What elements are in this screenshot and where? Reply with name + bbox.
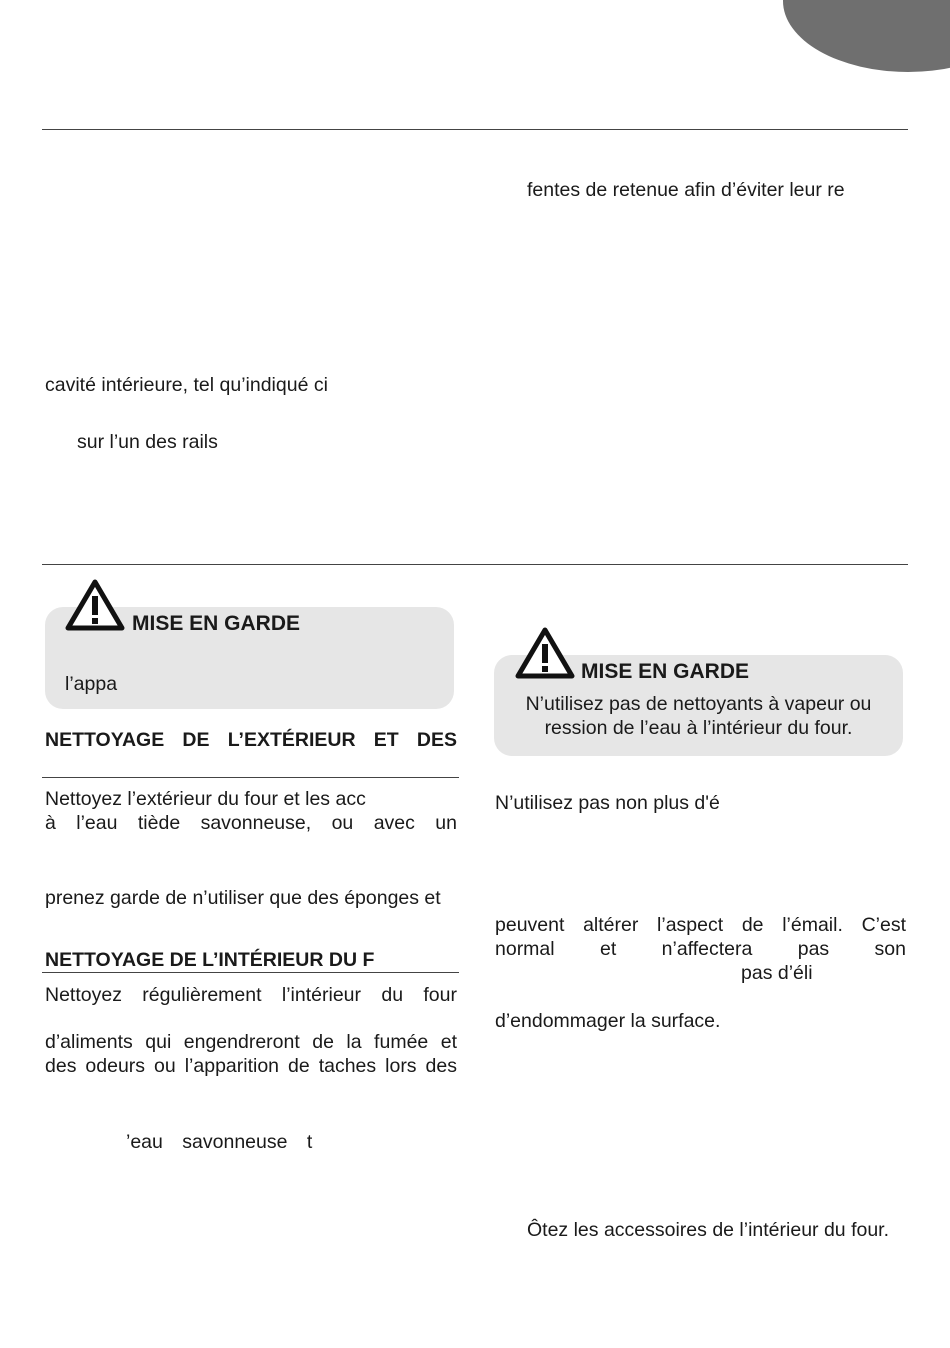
warning-text-2-line1: N’utilisez pas de nettoyants à vapeur ou [525,693,872,715]
right-line-4: pas d’éli [741,962,813,984]
divider-top [42,129,908,130]
right-line-1: N’utilisez pas non plus d'é [495,792,720,814]
right-line-3: normal et n’affectera pas son [495,938,906,960]
interior-line-3: des odeurs ou l’apparition de taches lors des [45,1055,457,1077]
right-line-6: Ôtez les accessoires de l’intérieur du four. [527,1219,890,1241]
exterior-line-3: prenez garde de n’utiliser que des éponges et [45,887,441,909]
exterior-line-1: Nettoyez l’extérieur du four et les acc [45,788,366,810]
warning-triangle-icon [514,626,576,680]
page-tab-marker [783,0,950,72]
interior-line-2: d’aliments qui engendreront de la fumée et [45,1031,457,1053]
right-line-2: peuvent altérer l’aspect de l’émail. C’est [495,914,906,936]
heading-interior: NETTOYAGE DE L’INTÉRIEUR DU F [45,949,375,971]
warning-title-1: MISE EN GARDE [132,612,301,635]
warning-title-2: MISE EN GARDE [581,660,750,683]
interior-line-1: Nettoyez régulièrement l’intérieur du four [45,984,457,1006]
text-rails: sur l’un des rails [77,431,218,453]
divider-interior [42,972,459,973]
warning-text-1: l’appa [65,673,118,695]
warning-triangle-icon [64,578,126,632]
exterior-line-2: à l’eau tiède savonneuse, ou avec un [45,812,457,834]
text-cavite: cavité intérieure, tel qu’indiqué ci [45,374,328,396]
divider-middle [42,564,908,565]
warning-text-2-line2: ression de l’eau à l’intérieur du four. [544,717,853,739]
interior-line-4: ’eau savonneuse t [126,1131,313,1153]
heading-exterior: NETTOYAGE DE L’EXTÉRIEUR ET DES [45,729,457,751]
text-fentes: fentes de retenue afin d’éviter leur re [527,179,845,201]
right-line-5: d’endommager la surface. [495,1010,721,1032]
divider-exterior [42,777,459,778]
